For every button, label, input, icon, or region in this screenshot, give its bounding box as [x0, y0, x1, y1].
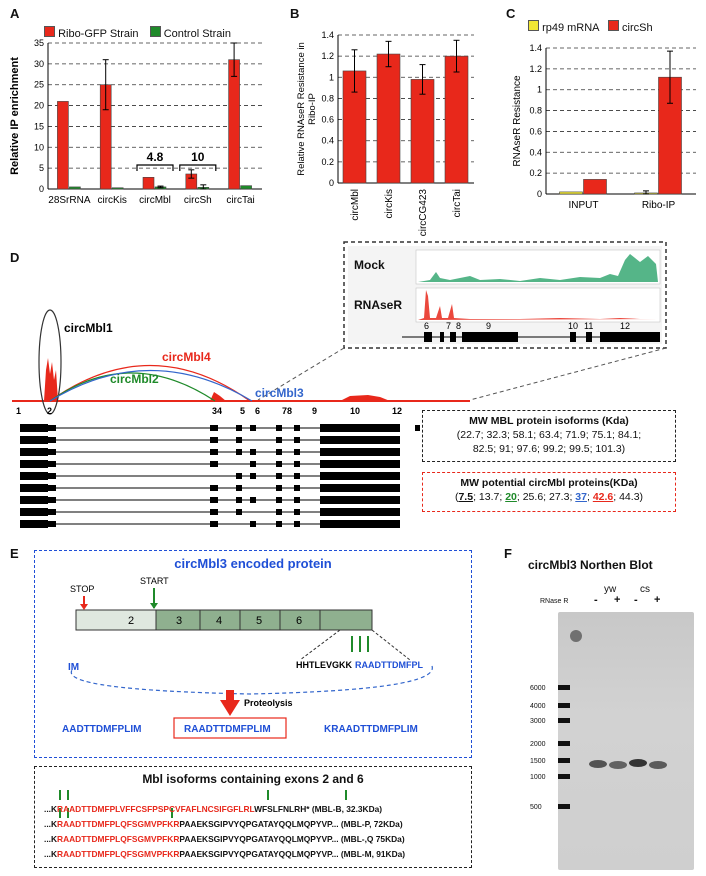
transcript-exon: [250, 497, 256, 503]
panel-d: [0, 240, 706, 540]
mw-value: 20: [505, 491, 517, 503]
blot-band: [609, 761, 627, 769]
transcript-exon: [48, 521, 56, 527]
transcript-exon: [294, 425, 300, 431]
x-tick-label: circKis: [97, 195, 127, 206]
inset-exon: [600, 332, 660, 342]
exon-label: 2: [128, 615, 135, 627]
circmbl1-label: circMbl1: [64, 321, 113, 335]
transcript-exon: [276, 449, 282, 455]
fold-annotation: 10: [191, 150, 205, 164]
x-tick-label: circSh: [183, 195, 212, 206]
y-tick-label: 0.6: [529, 126, 542, 137]
zoom-line: [470, 348, 666, 400]
mw-isoforms-title: MW MBL protein isoforms (Kda): [469, 415, 629, 427]
ladder-band: [558, 758, 570, 763]
y-tick-label: 10: [33, 142, 44, 153]
inset-exon: [424, 332, 432, 342]
panel-b: [282, 0, 482, 240]
transcript-exon: [276, 509, 282, 515]
panel-letter-a: A: [10, 6, 20, 21]
transcript-exon: [276, 473, 282, 479]
inset-exon-label: 7: [446, 321, 452, 331]
ladder-label: 500: [530, 804, 542, 811]
circmbl3-title: circMbl3 encoded protein: [174, 556, 332, 571]
exon-number: 78: [282, 406, 293, 416]
seq-black: HHTLEVGKK: [296, 660, 352, 670]
start-label: START: [140, 576, 169, 586]
inset-exon: [586, 332, 592, 342]
legend-label: Ribo-GFP Strain: [58, 28, 139, 40]
transcript-exon: [48, 497, 56, 503]
mw-value: 7.5: [458, 491, 474, 503]
blot-cs-label: cs: [640, 584, 650, 595]
y-tick-label: 0.6: [321, 114, 334, 125]
exon-number: 34: [212, 406, 223, 416]
transcript-exon: [210, 521, 218, 527]
blot-yw-label: yw: [604, 584, 617, 595]
y-tick-label: 0.4: [529, 147, 542, 158]
transcript-exon: [276, 425, 282, 431]
mw-value: 44.3: [619, 491, 640, 503]
transcript-exon: [320, 508, 400, 516]
y-tick-label: 25: [33, 79, 44, 90]
transcript-exon: [48, 461, 56, 467]
mw-value: 42.6: [592, 491, 614, 503]
y-tick-label: 1: [536, 84, 542, 95]
ladder-band: [558, 685, 570, 690]
inset-exon: [462, 332, 518, 342]
panel-letter-c: C: [506, 6, 516, 21]
coverage-bump: [340, 395, 390, 401]
mw-value: 37: [575, 491, 587, 503]
peptide: AADTTDMFPLIM: [62, 724, 142, 735]
transcript-exon: [210, 485, 218, 491]
isoform-row: ...KRAADTTDMFPLQFSGMVPFKRPAAEKSGIPVYQPGATAYQQLMQPYVP... (MBL-M, 91KDa): [44, 849, 406, 859]
exon-label: 4: [216, 615, 223, 627]
ladder-label: 6000: [530, 685, 546, 692]
y-tick-label: 1.2: [321, 51, 334, 62]
mw-circ-values: (7.5; 13.7; 20; 25.6; 27.3; 37; 42.6; 44.3): [454, 491, 644, 503]
transcript-exon: [236, 449, 242, 455]
transcript-exon: [294, 485, 300, 491]
inset-exon: [440, 332, 444, 342]
blot-band: [629, 759, 647, 767]
lane-label: +: [654, 594, 661, 606]
transcript-exon: [320, 448, 400, 456]
mw-isoforms-line2: 82.5; 91; 97.6; 99.2; 99.5; 101.3): [472, 443, 626, 455]
x-tick-label: INPUT: [568, 200, 599, 211]
bar: [377, 54, 400, 183]
transcript-exon: [276, 485, 282, 491]
blot-spot: [570, 630, 582, 642]
mw-value: 27.3: [549, 491, 570, 503]
x-tick-label: circTai: [226, 195, 255, 206]
transcript-exon: [48, 473, 56, 479]
bar: [241, 186, 252, 189]
panel-e: [0, 540, 480, 876]
inset-exon-label: 8: [456, 321, 462, 331]
transcript-exon: [48, 509, 56, 515]
exon-number: 5: [240, 406, 246, 416]
transcript-exon: [20, 484, 48, 492]
transcript-exon: [210, 425, 218, 431]
mw-value: 25.6: [522, 491, 544, 503]
y-tick-label: 0: [328, 178, 334, 188]
transcript-exon: [320, 436, 400, 444]
ladder-band: [558, 718, 570, 723]
inset-exon-label: 11: [584, 321, 594, 331]
transcript-exon: [210, 509, 218, 515]
panel-letter-f: F: [504, 546, 512, 561]
y-tick-label: 0: [38, 184, 44, 194]
legend-label: rp49 mRNA: [542, 22, 599, 34]
legend-label: circSh: [622, 22, 653, 34]
transcript-exon: [415, 425, 420, 431]
x-tick-label: circTai: [452, 189, 463, 218]
transcript-exon: [20, 520, 48, 528]
circmbl3-label: circMbl3: [255, 386, 304, 400]
transcript-exon: [250, 521, 256, 527]
transcript-exon: [294, 437, 300, 443]
y-tick-label: 1: [328, 72, 334, 83]
proteolysis-label: Proteolysis: [244, 698, 293, 708]
exon-number: 6: [255, 406, 261, 416]
transcript-exon: [236, 437, 242, 443]
transcript-exon: [294, 461, 300, 467]
exon-number: 1: [16, 406, 22, 416]
transcript-exon: [210, 437, 218, 443]
bar: [69, 187, 80, 189]
transcript-exon: [48, 449, 56, 455]
transcript-exon: [320, 472, 400, 480]
y-tick-label: 0.8: [321, 93, 334, 104]
mw-isoforms-line1: (22.7; 32.3; 58.1; 63.4; 71.9; 75.1; 84.1;: [456, 429, 642, 441]
y-tick-label: 1.4: [321, 30, 334, 40]
y-tick-label: 15: [33, 121, 44, 132]
exon-number: 2: [47, 406, 53, 416]
transcript-exon: [320, 520, 400, 528]
y-tick-label: 30: [33, 58, 44, 69]
y-tick-label: 0.8: [529, 105, 542, 116]
panel-f: [492, 540, 706, 876]
x-tick-label: Ribo-IP: [641, 200, 676, 211]
transcript-exon: [276, 521, 282, 527]
panel-c: [498, 0, 706, 240]
transcript-exon: [236, 485, 242, 491]
peptide: KRAADTTDMFPLIM: [324, 724, 418, 735]
transcript-exon: [294, 497, 300, 503]
legend-label: Control Strain: [163, 28, 231, 40]
stop-label: STOP: [70, 584, 95, 594]
chart-a: [0, 0, 270, 206]
mw-value: 13.7: [478, 491, 500, 503]
mw-isoforms-box: [422, 410, 676, 462]
y-tick-label: 0.4: [321, 135, 334, 146]
y-tick-label: 1.2: [529, 63, 542, 74]
transcript-exon: [294, 509, 300, 515]
ladder-band: [558, 804, 570, 809]
blot-band: [649, 761, 667, 769]
x-tick-label: circCG423: [418, 189, 429, 237]
y-tick-label: 0: [536, 189, 542, 199]
transcript-exon: [250, 461, 256, 467]
exon-number: 9: [312, 406, 318, 416]
transcript-exon: [294, 473, 300, 479]
seq-blue: RAADTTDMFPL: [355, 660, 423, 670]
transcript-exon: [320, 496, 400, 504]
mw-circ-box: [422, 472, 676, 512]
y-tick-label: 35: [33, 38, 44, 48]
x-tick-label: 28SrRNA: [48, 195, 91, 206]
x-tick-label: circMbl: [139, 195, 171, 206]
isoform-rows: [44, 802, 468, 862]
blot-bands: [492, 540, 706, 876]
transcript-exon: [276, 497, 282, 503]
exon-label: 6: [296, 615, 303, 627]
exon-number: 12: [392, 406, 403, 416]
circmbl2-label: circMbl2: [110, 372, 159, 386]
bar: [229, 60, 240, 189]
bar: [143, 177, 154, 189]
transcript-exon: [20, 472, 48, 480]
panel-letter-e: E: [10, 546, 19, 561]
y-tick-label: 1.4: [529, 43, 542, 53]
x-tick-label: circKis: [384, 189, 395, 219]
inset-exon: [450, 332, 456, 342]
ladder-band: [558, 774, 570, 779]
ladder-label: 2000: [530, 741, 546, 748]
inset-exon-label: 10: [568, 321, 579, 331]
transcript-exon: [236, 509, 242, 515]
y-axis-label: RNAseR Resistance: [512, 75, 523, 167]
y-axis-label: Relative IP enrichment: [9, 57, 21, 175]
transcript-exon: [20, 496, 48, 504]
transcript-exon: [236, 497, 242, 503]
exon-number: 10: [350, 406, 361, 416]
inset-mock-label: Mock: [354, 258, 385, 272]
inset-exon: [570, 332, 576, 342]
transcript-exon: [20, 508, 48, 516]
bar: [112, 188, 123, 189]
fold-annotation: 4.8: [146, 150, 164, 164]
blot-rnase-label: RNase R: [540, 598, 569, 605]
bar: [445, 56, 468, 183]
ladder-label: 1000: [530, 774, 546, 781]
lane-label: -: [634, 594, 638, 606]
peptide: RAADTTDMFPLIM: [184, 724, 271, 735]
ladder-band: [558, 741, 570, 746]
ladder-label: 1500: [530, 758, 546, 765]
transcript-exon: [236, 473, 242, 479]
transcript-exon: [320, 460, 400, 468]
lane-label: +: [614, 594, 621, 606]
y-tick-label: 0.2: [529, 168, 542, 179]
transcript-exon: [250, 425, 256, 431]
inset-exon-label: 6: [424, 321, 430, 331]
y-tick-label: 20: [33, 100, 44, 111]
ladder-label: 3000: [530, 718, 546, 725]
transcript-exon: [320, 484, 400, 492]
panel-letter-d: D: [10, 250, 20, 265]
transcript-exon: [48, 425, 56, 431]
blot-title: circMbl3 Northen Blot: [528, 558, 653, 572]
mw-circ-title: MW potential circMbl proteins(KDa): [460, 477, 638, 489]
transcript-exon: [294, 449, 300, 455]
y-tick-label: 5: [38, 163, 44, 174]
transcript-exon: [20, 460, 48, 468]
isoform-row: ...KRAADTTDMFPLQFSGMVPFKRPAAEKSGIPVYQPGATAYQQLMQPYVP... (MBL-,Q 75KDa): [44, 834, 405, 844]
transcript-exon: [250, 449, 256, 455]
bar: [57, 101, 68, 189]
transcript-exon: [210, 497, 218, 503]
bar: [584, 179, 607, 194]
ladder-band: [558, 703, 570, 708]
transcript-exon: [276, 461, 282, 467]
exon-label: 5: [256, 615, 263, 627]
bar: [560, 192, 583, 194]
transcript-exon: [236, 425, 242, 431]
isoform-row: ...KRAADTTDMFPLQFSGMVPFKRPAAEKSGIPVYQPGATAYQQLMQPYVP... (MBL-P, 72KDa): [44, 819, 403, 829]
y-axis-label: Relative RNAseR Resistance inRibo-IP: [296, 42, 318, 176]
coverage-peak: [44, 358, 58, 401]
inset-exon-label: 9: [486, 321, 492, 331]
transcript-exon: [20, 448, 48, 456]
transcript-models: [20, 424, 420, 528]
transcript-exon: [210, 461, 218, 467]
panel-a: [0, 0, 270, 206]
blot-band: [589, 760, 607, 768]
im-label: IM: [68, 662, 80, 673]
inset-rnaser-label: RNAseR: [354, 298, 403, 312]
transcript-exon: [20, 424, 48, 432]
inset-exon-label: 12: [620, 321, 631, 331]
transcript-exon: [320, 424, 400, 432]
transcript-exon: [210, 449, 218, 455]
transcript-exon: [276, 437, 282, 443]
y-tick-label: 0.2: [321, 156, 334, 167]
isoform-title: Mbl isoforms containing exons 2 and 6: [142, 772, 364, 786]
bar: [411, 79, 434, 183]
isoform-row: ...KRAADTTDMFPLVFFCSFPSPCVFAFLNCSIFGFLRLWFSLFNLRH* (MBL-B, 32.3KDa): [44, 804, 383, 814]
circmbl4-label: circMbl4: [162, 350, 211, 364]
transcript-exon: [48, 485, 56, 491]
transcript-exon: [294, 521, 300, 527]
transcript-exon: [20, 436, 48, 444]
chart-b: [282, 0, 482, 240]
chart-c: [498, 0, 706, 240]
transcript-exon: [48, 437, 56, 443]
x-tick-label: circMbl: [350, 189, 361, 221]
transcript-exon: [250, 473, 256, 479]
lane-label: -: [594, 594, 598, 606]
ladder-label: 4000: [530, 703, 546, 710]
panel-letter-b: B: [290, 6, 300, 21]
exon-label: 3: [176, 615, 183, 627]
